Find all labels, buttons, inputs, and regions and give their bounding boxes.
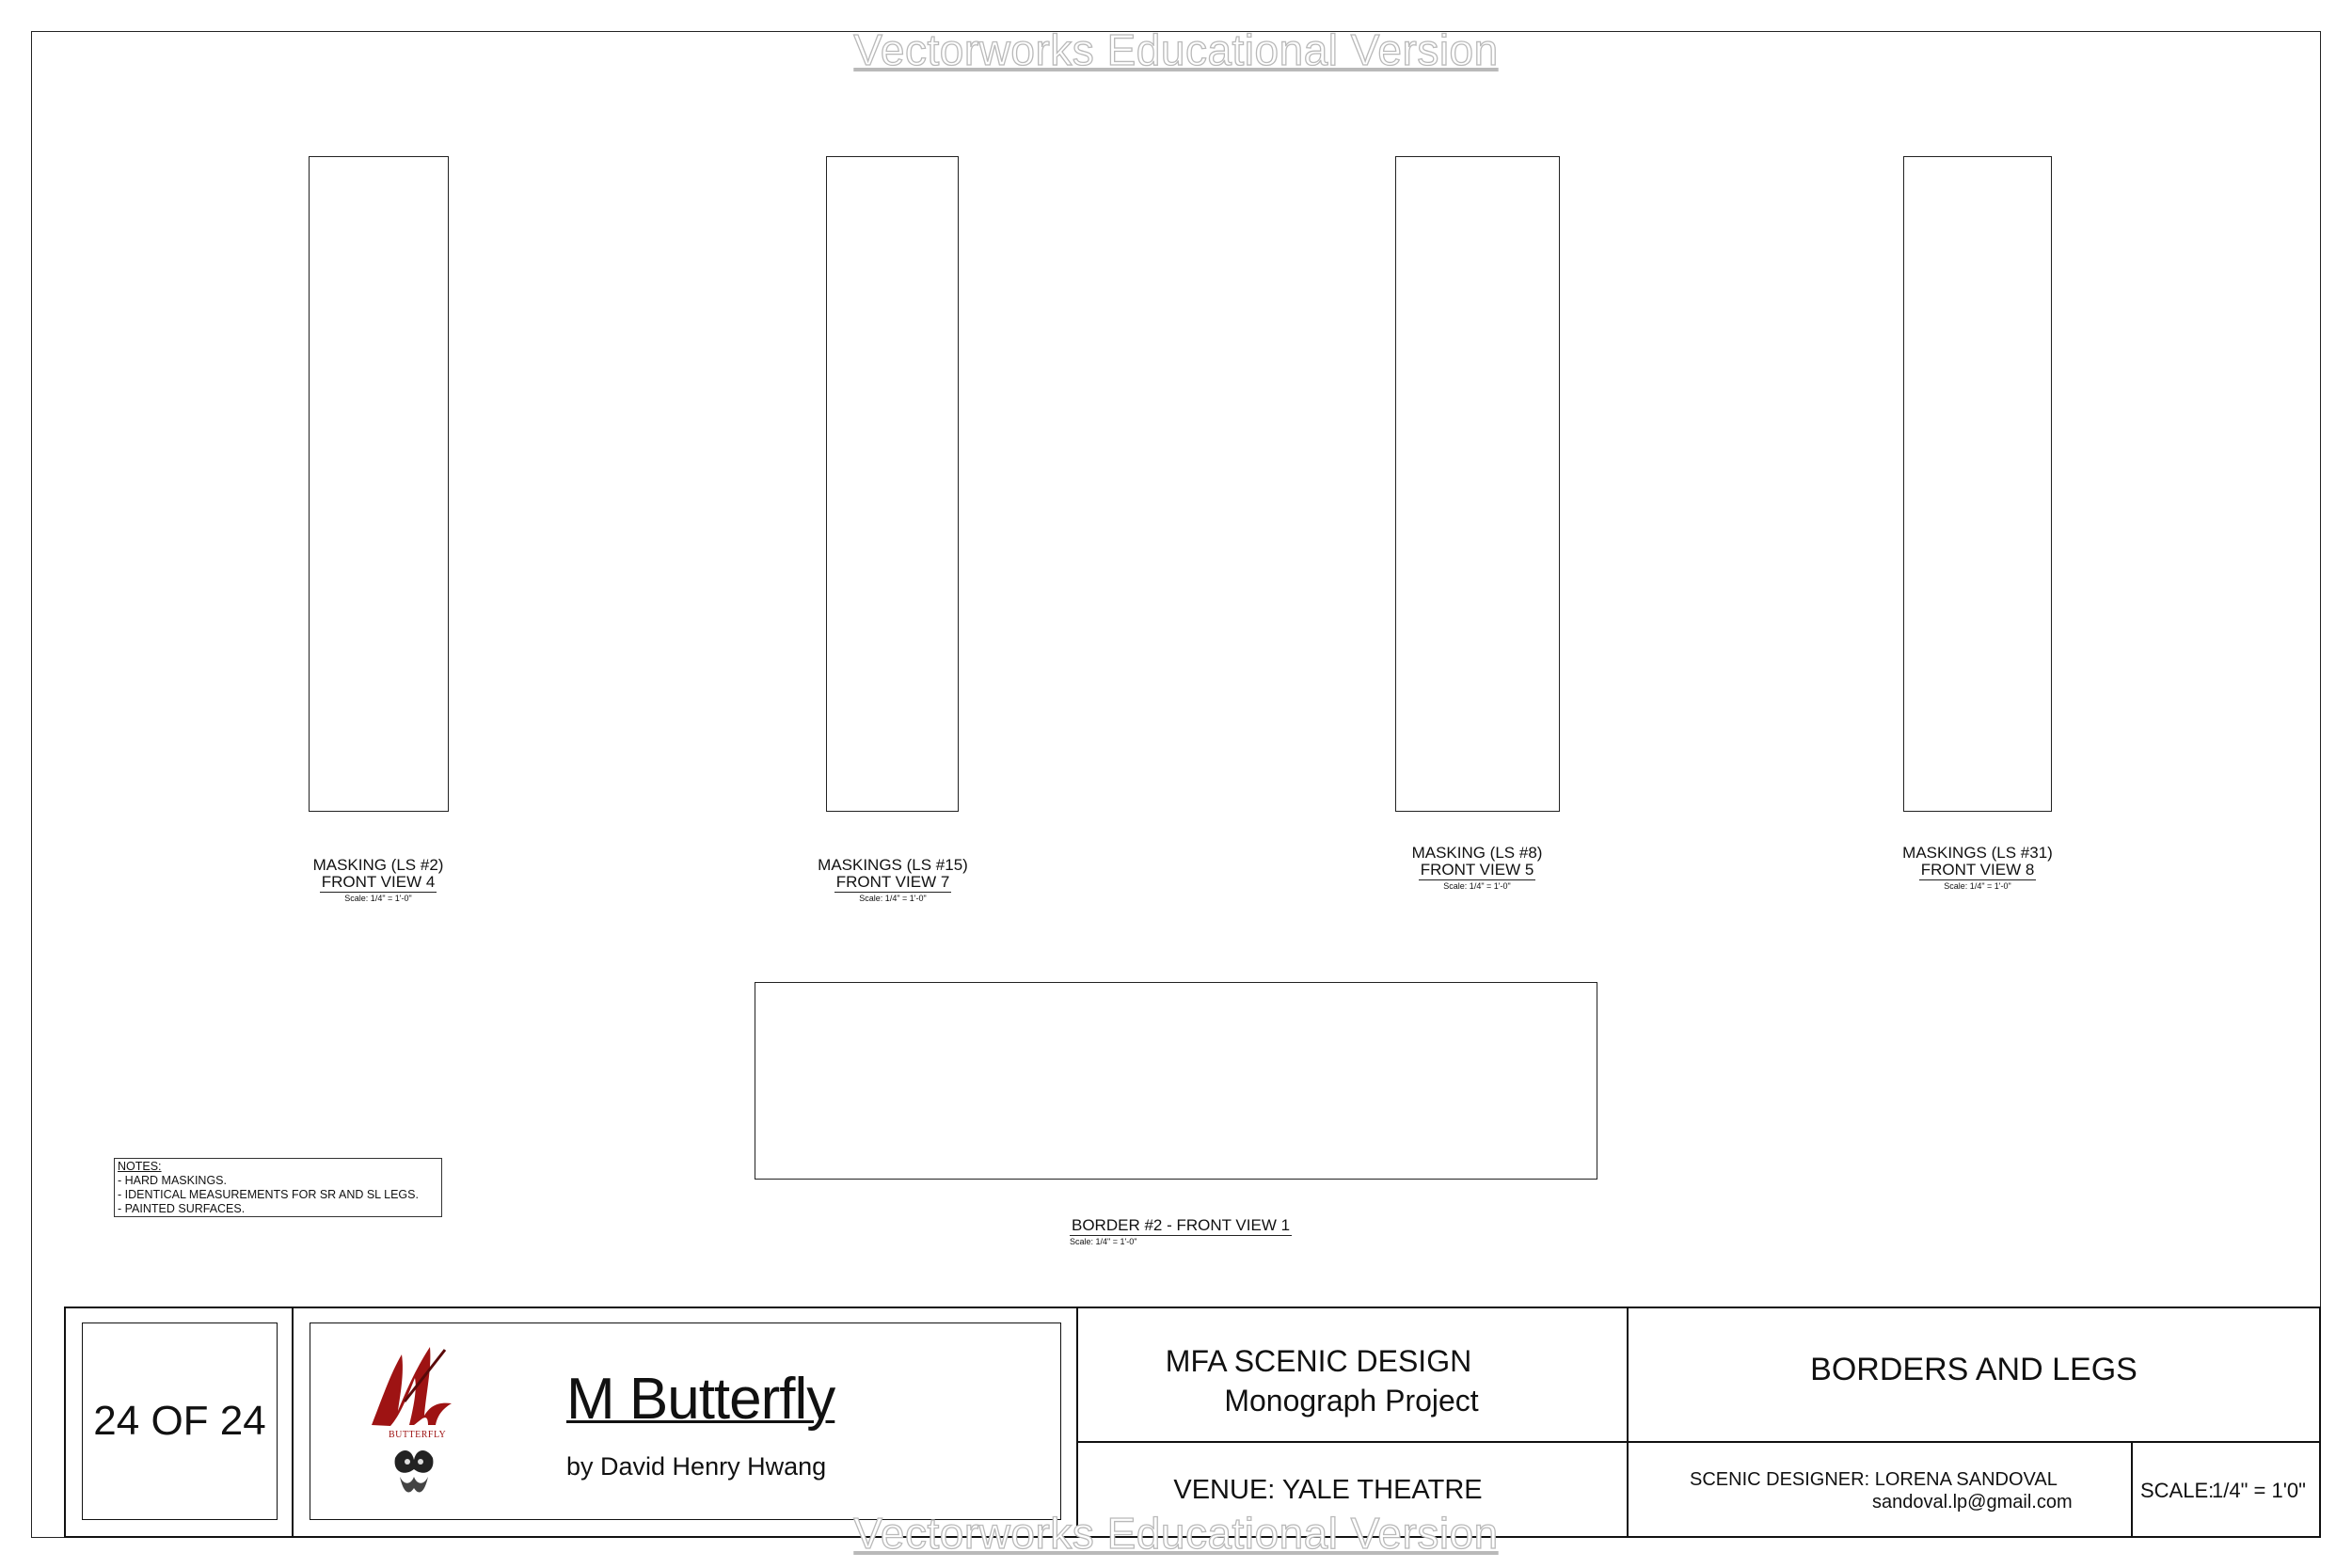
show-author: by David Henry Hwang	[566, 1452, 827, 1481]
sheet-number: 24 OF 24	[93, 1398, 266, 1444]
title-block-divider	[292, 1307, 294, 1538]
show-logo-graphic	[362, 1336, 466, 1505]
program-line1: MFA SCENIC DESIGN	[1165, 1344, 1472, 1378]
view-name: BORDER #2 - FRONT VIEW 1	[1072, 1216, 1291, 1234]
title-block-divider	[1627, 1307, 1629, 1538]
scale-value: 1/4" = 1'0"	[2212, 1479, 2306, 1502]
border-panel	[755, 982, 1597, 1180]
watermark-top: Vectorworks Educational Version	[853, 25, 1499, 74]
masking-panel-ls15	[826, 156, 959, 812]
masking-panel-ls8	[1395, 156, 1560, 812]
scale-label: SCALE:	[2140, 1479, 2215, 1502]
view-title: MASKINGS (LS #31)	[1902, 844, 2053, 862]
show-title: M Butterfly	[566, 1367, 835, 1432]
view-name: FRONT VIEW 4	[321, 872, 436, 891]
notes-box	[114, 1158, 442, 1217]
designer-name: SCENIC DESIGNER: LORENA SANDOVAL	[1690, 1469, 2058, 1490]
designer-email: sandoval.lp@gmail.com	[1872, 1492, 2073, 1513]
view-title: MASKINGS (LS #15)	[818, 856, 968, 874]
show-logo	[362, 1336, 466, 1505]
notes-title: NOTES:	[118, 1160, 162, 1173]
view-label-border-front-view-1	[1070, 1217, 1295, 1246]
view-label-front-view-5	[1364, 845, 1590, 891]
venue: VENUE: YALE THEATRE	[1173, 1475, 1483, 1505]
notes-item: - PAINTED SURFACES.	[118, 1202, 246, 1215]
view-label-front-view-7	[780, 857, 1006, 903]
view-name: FRONT VIEW 8	[1920, 860, 2035, 879]
view-scale: Scale: 1/4" = 1'-0"	[1944, 880, 2011, 891]
view-scale: Scale: 1/4" = 1'-0"	[344, 893, 412, 903]
drawing-title: BORDERS AND LEGS	[1810, 1352, 2137, 1387]
view-name: FRONT VIEW 7	[835, 872, 950, 891]
masking-panel-ls2	[309, 156, 449, 812]
view-label-front-view-8	[1865, 845, 2090, 891]
view-scale: Scale: 1/4" = 1'-0"	[859, 893, 927, 903]
view-name: FRONT VIEW 5	[1420, 860, 1534, 879]
notes-item: - IDENTICAL MEASUREMENTS FOR SR AND SL LEGS.	[118, 1188, 419, 1201]
title-block-divider	[1076, 1441, 2321, 1443]
view-title: MASKING (LS #8)	[1411, 844, 1543, 862]
program-line2: Monograph Project	[1224, 1384, 1479, 1418]
view-scale: Scale: 1/4" = 1'-0"	[1070, 1236, 1137, 1246]
notes-item: - HARD MASKINGS.	[118, 1174, 227, 1187]
view-title: MASKING (LS #2)	[312, 856, 444, 874]
watermark-bottom: Vectorworks Educational Version	[853, 1509, 1499, 1558]
show-logo-text: BUTTERFLY	[389, 1430, 447, 1440]
masking-panel-ls31	[1903, 156, 2052, 812]
view-scale: Scale: 1/4" = 1'-0"	[1443, 880, 1511, 891]
view-label-front-view-4	[265, 857, 491, 903]
